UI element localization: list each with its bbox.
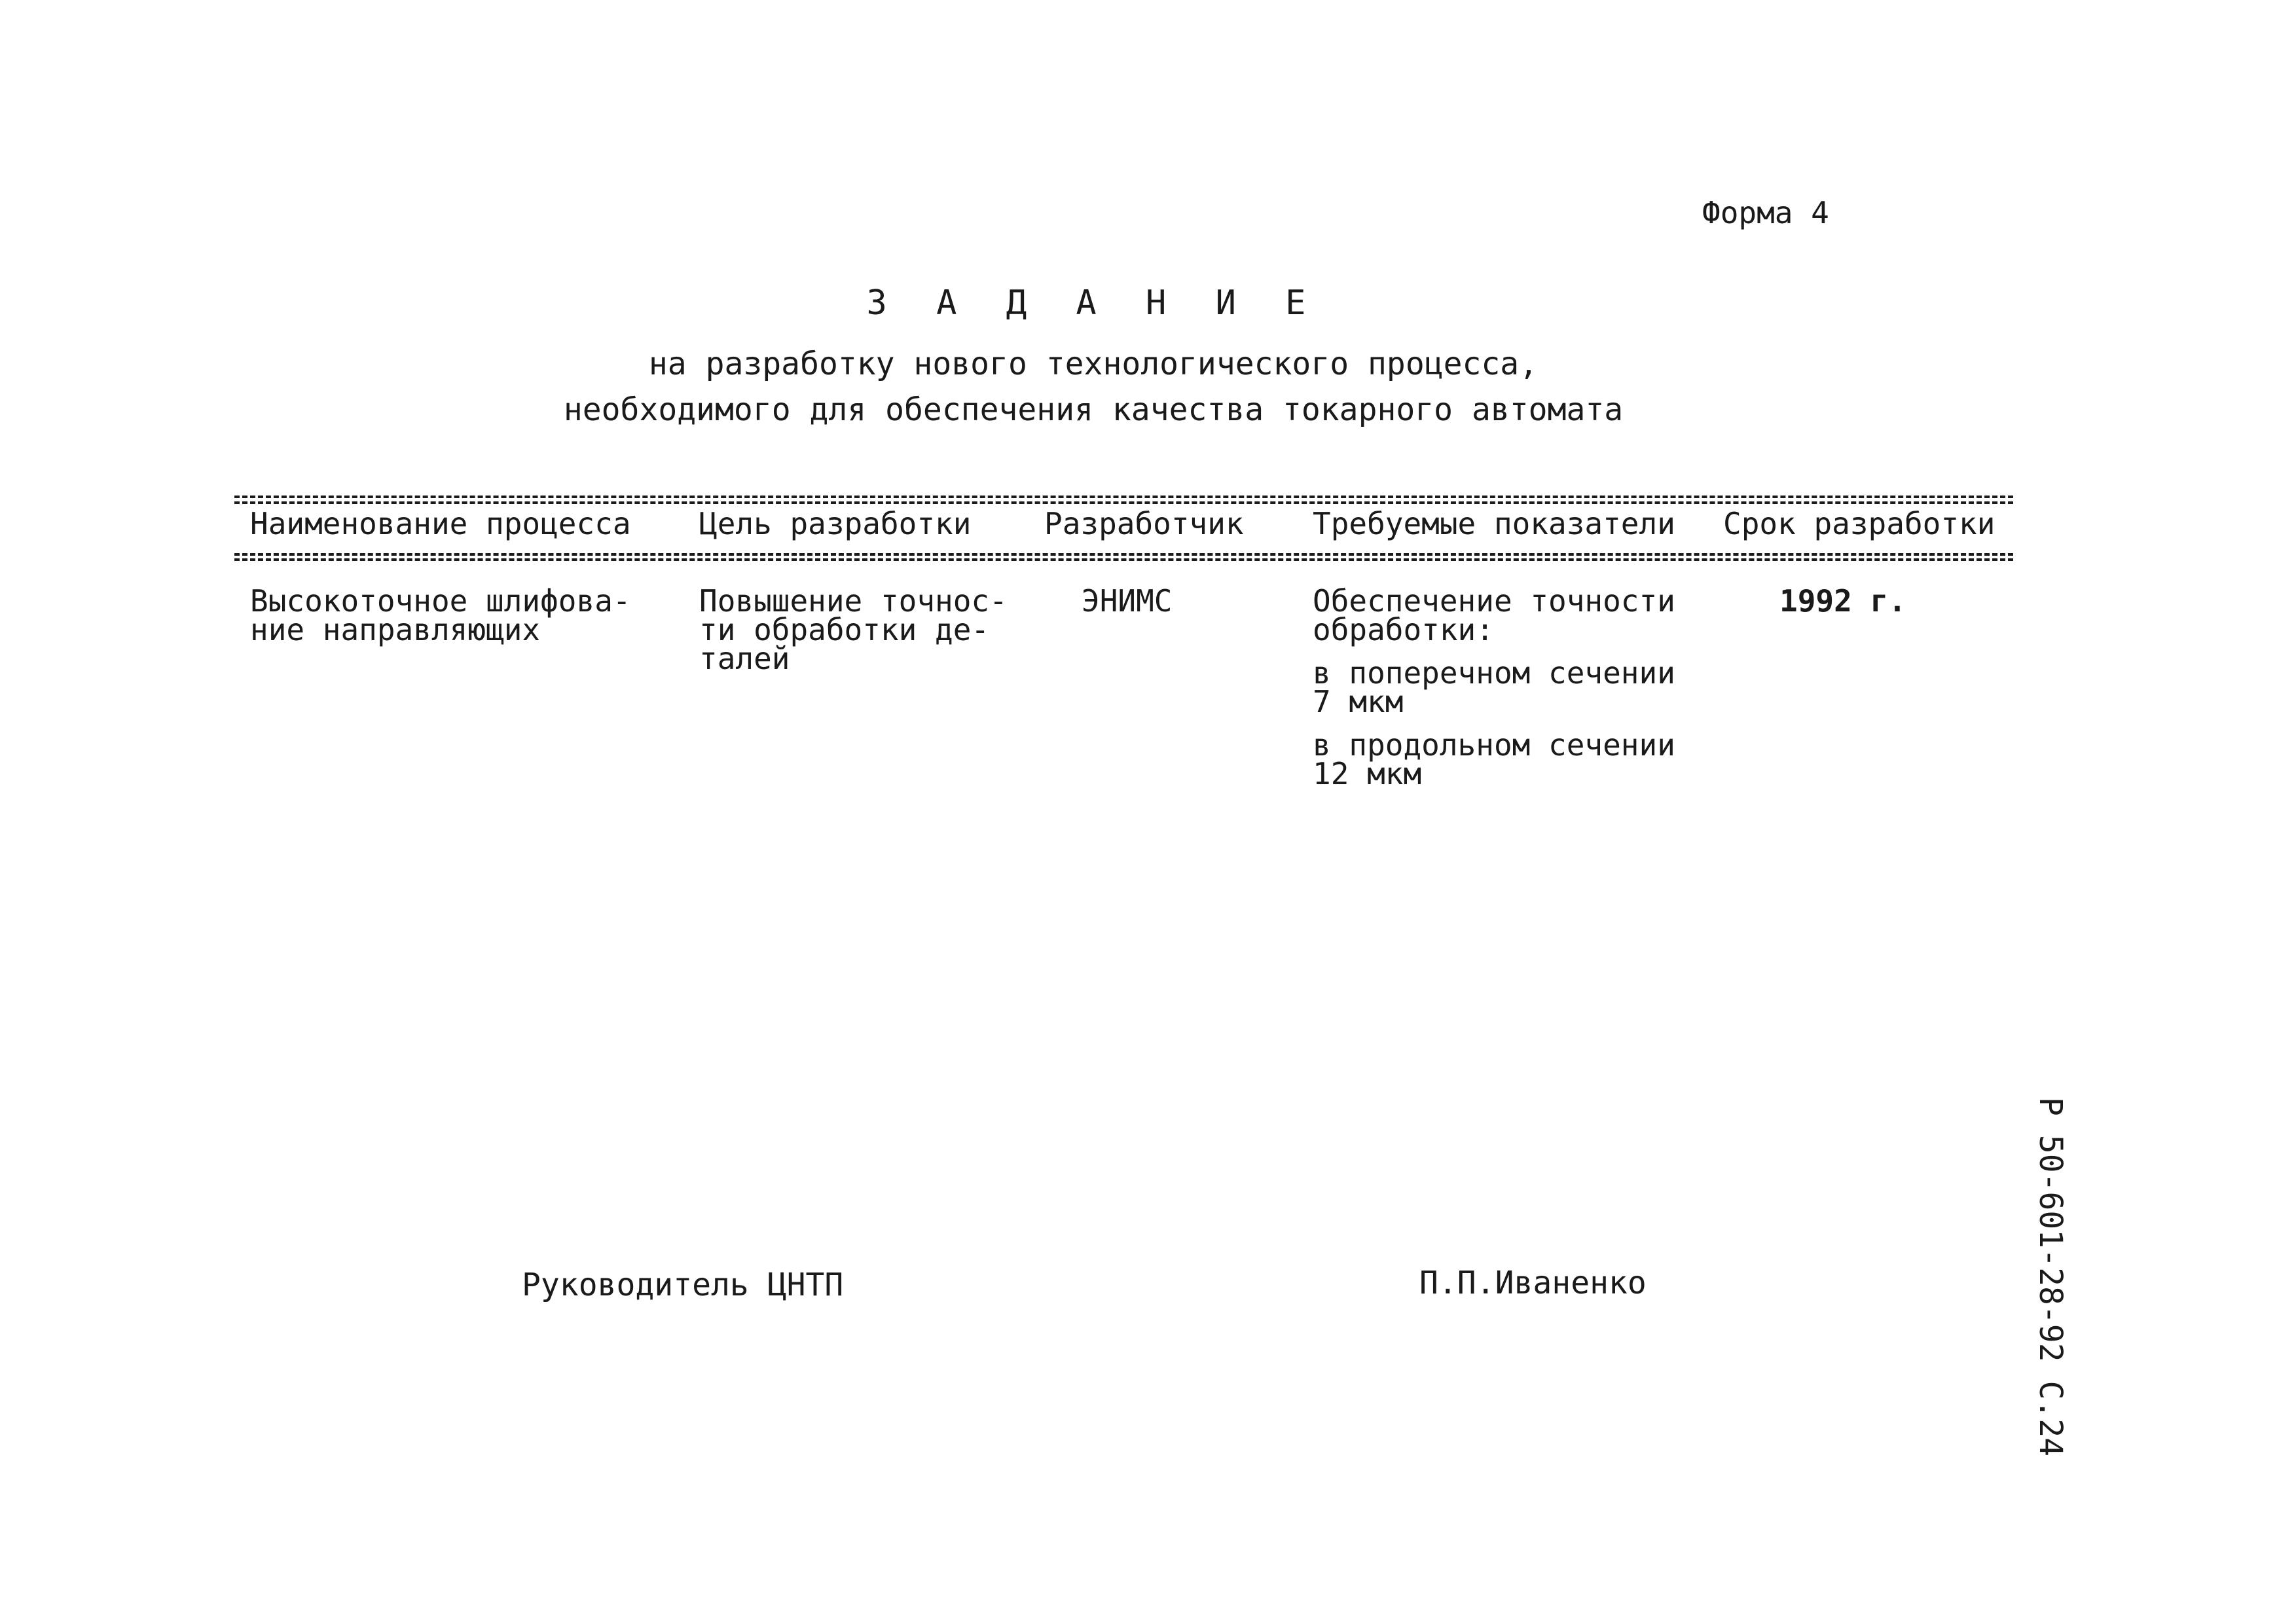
requirement-line: 12 мкм — [1313, 756, 1422, 791]
form-number: Форма 4 — [1702, 195, 1829, 230]
requirement-line: в поперечном сечении — [1313, 655, 1675, 691]
requirement-line: 7 мкм — [1313, 684, 1404, 719]
cell-process-name-line: ние направляющих — [250, 612, 541, 647]
requirement-item — [1313, 583, 1675, 647]
document-code: Р 50-601-28-92 С.24 — [2032, 1097, 2069, 1457]
cell-goal-line: ти обработки де- — [699, 612, 990, 647]
header-process-name: Наименование процесса — [250, 506, 631, 541]
table-top-rule-2 — [234, 501, 2013, 504]
requirement-item — [1313, 727, 1675, 791]
cell-goal-line: талей — [699, 641, 790, 676]
table-top-rule — [234, 496, 2013, 498]
requirement-line: обработки: — [1313, 612, 1494, 647]
cell-process-name — [250, 583, 631, 647]
document-title: З А Д А Н И Е — [866, 283, 1321, 323]
header-goal: Цель разработки — [699, 506, 972, 541]
header-developer: Разработчик — [1044, 506, 1244, 541]
document-subtitle-line-2: необходимого для обеспечения качества токарного автомата — [563, 391, 1624, 428]
cell-process-name-line: Высокоточное шлифова- — [250, 583, 631, 619]
table-header-rule-2 — [234, 558, 2013, 561]
cell-goal-line: Повышение точнос- — [699, 583, 1008, 619]
requirement-item — [1313, 655, 1675, 719]
signer-name: П.П.Иваненко — [1419, 1265, 1647, 1301]
signer-role: Руководитель ЦНТП — [522, 1267, 844, 1303]
requirement-line: в продольном сечении — [1313, 727, 1675, 763]
cell-goal — [699, 583, 1008, 676]
cell-deadline: 1992 г. — [1779, 583, 1906, 619]
table-header-rule — [234, 553, 2013, 556]
header-requirements: Требуемые показатели — [1313, 506, 1675, 541]
cell-developer: ЭНИМС — [1082, 583, 1173, 619]
requirement-line: Обеспечение точности — [1313, 583, 1675, 619]
header-deadline: Срок разработки — [1723, 506, 1995, 541]
document-subtitle-line-1: на разработку нового технологического процесса, — [648, 346, 1539, 382]
